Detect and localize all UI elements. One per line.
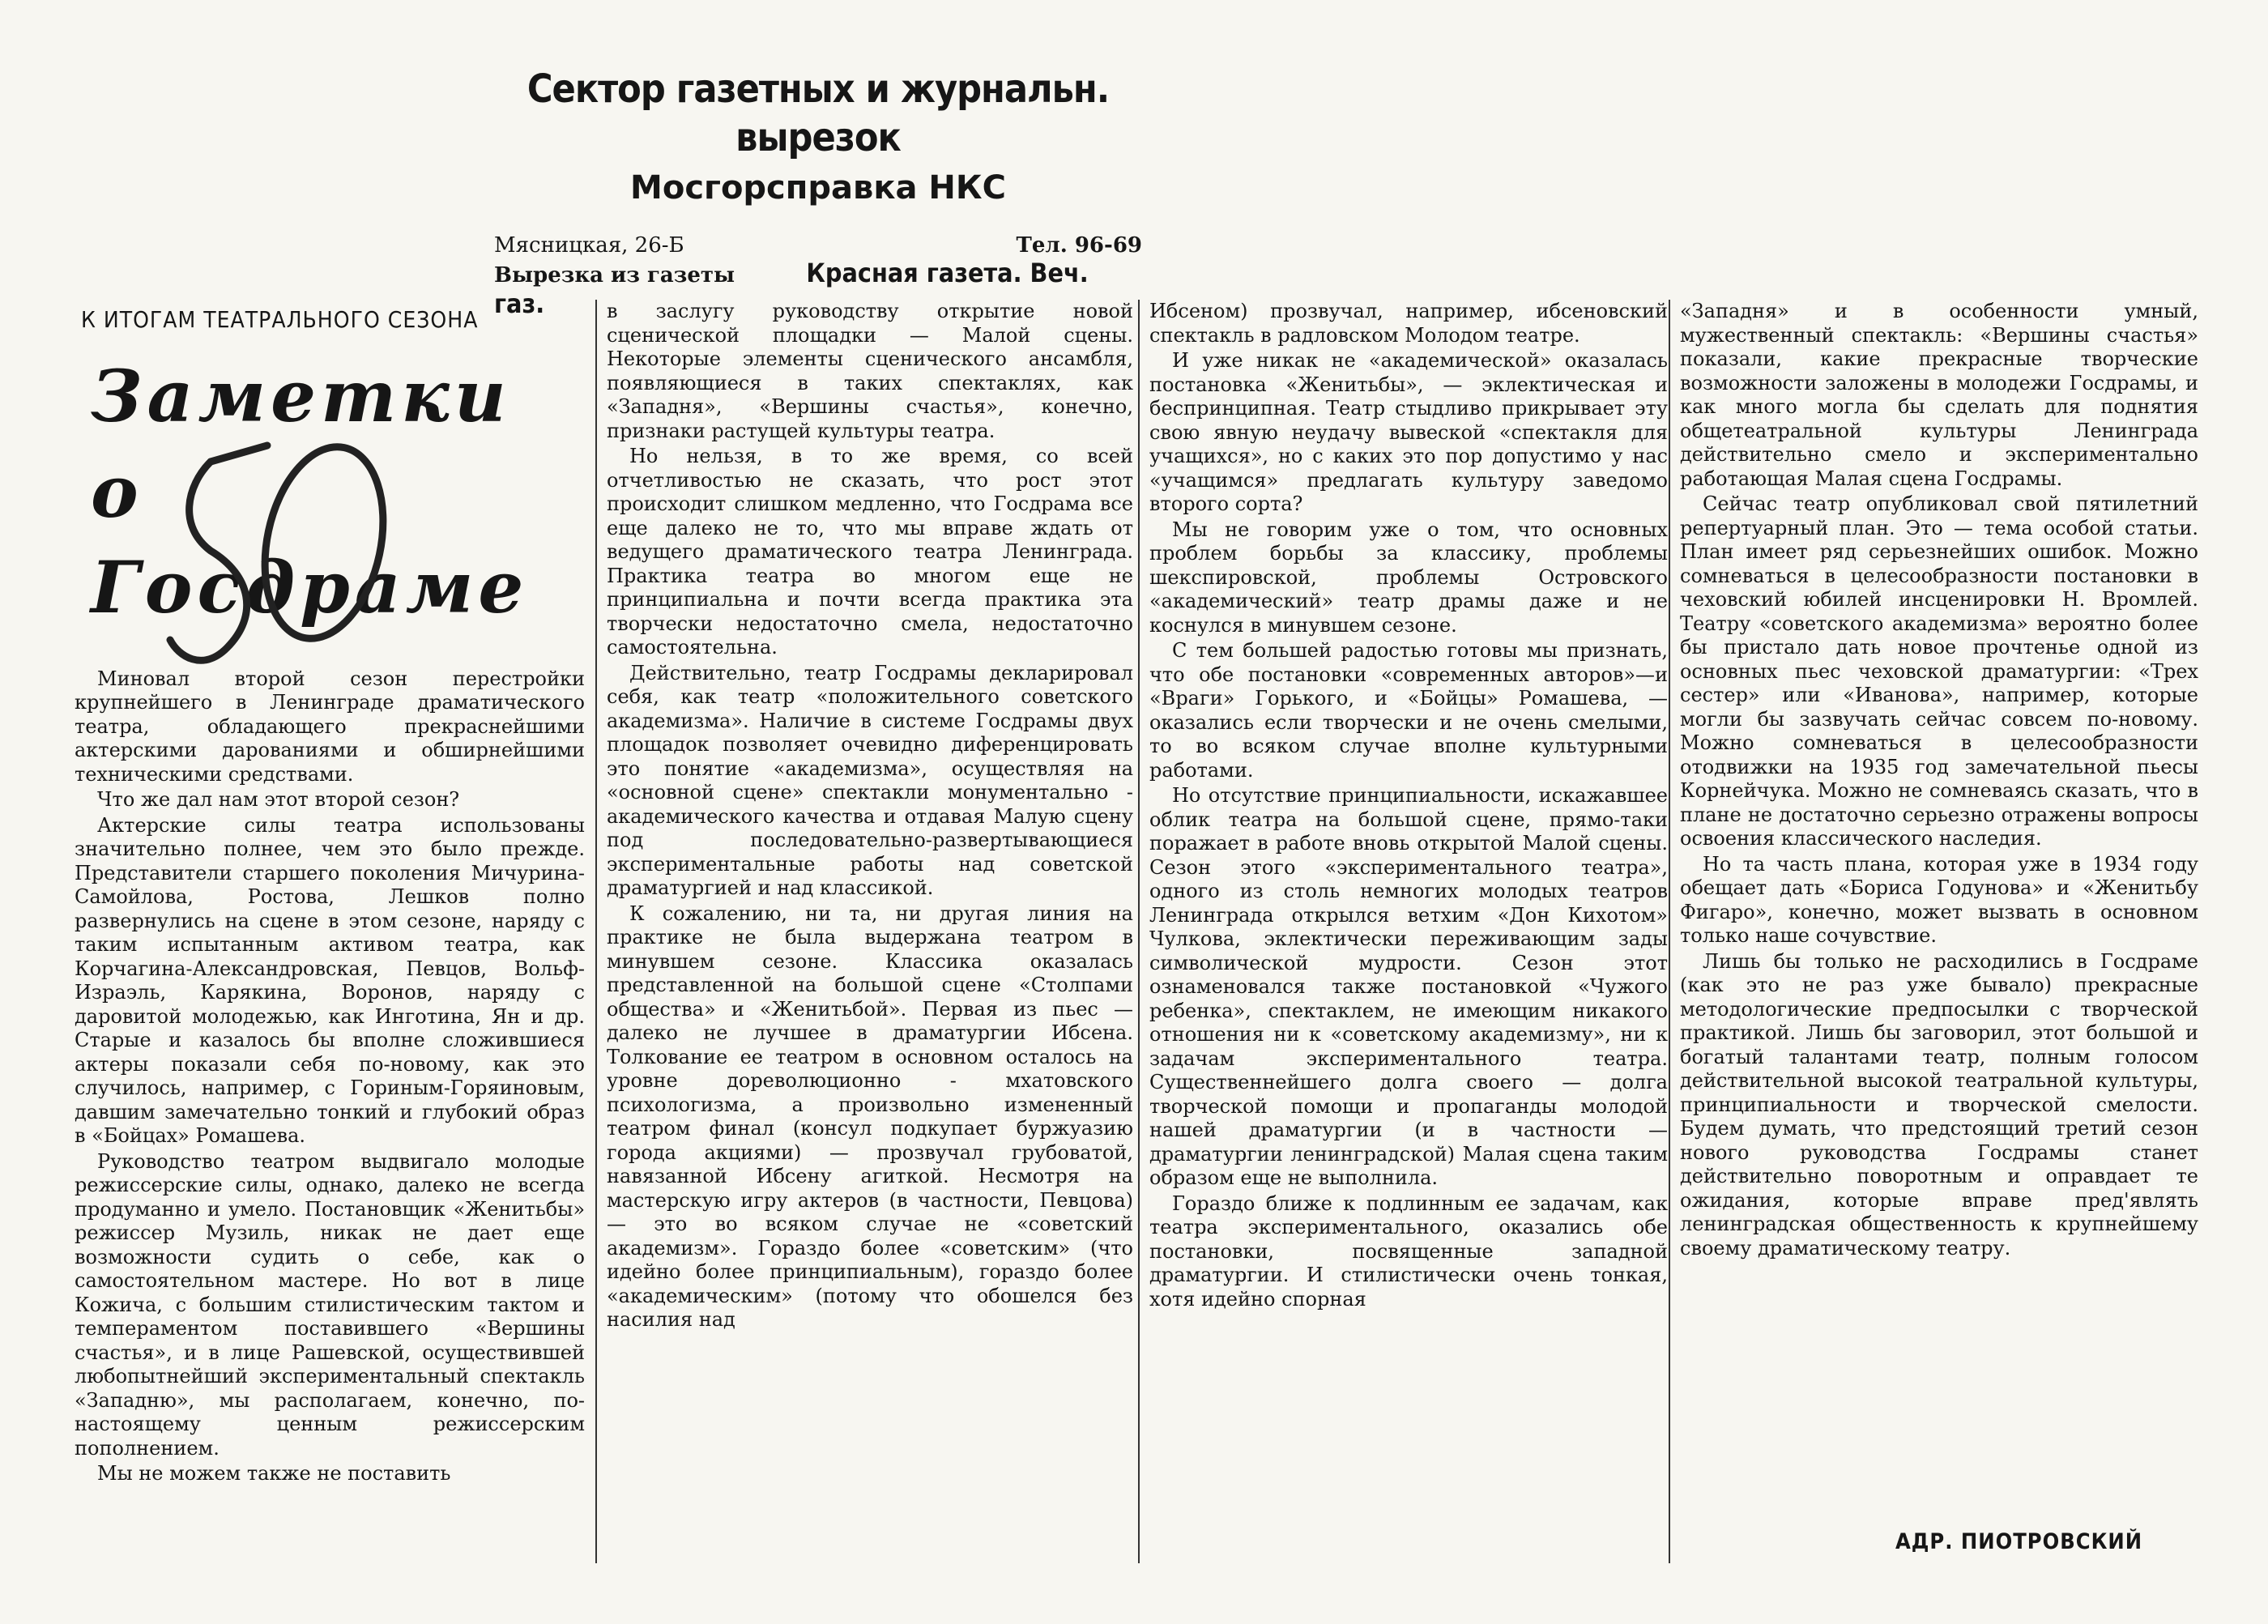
- stamp-title: Сектор газетных и журнальн. вырезок: [526, 66, 1110, 160]
- paragraph: Но отсутствие принципиальности, искажавшее облик театра на большой сцене, прямо-таки поражает в работе вновь открытой Малой сцены. Сезон этого «экспериментального театра», одного из столь немногих молодых театров Ленинграда открылся ветхим «Дон Кихотом» Чулкова, эклектически переживающим зады символической мудрости. Сезон этот ознаменовался также постановкой «Чужого ребенка», спектаклем, не имеющим никакого отношения ни к «советскому академизму», ни к задачам экспериментального театра. Существеннейшего долга своего — долга творческой помощи и пропаганды молодой нашей драматургии (и в частности — драматургии ленинградской) Малая сцена таким образом еще не выполнила.: [1149, 784, 1668, 1189]
- stamp-address: Мясницкая, 26-Б: [494, 233, 684, 258]
- stamp-contact-row: [486, 233, 1150, 258]
- clipping-stamp: [486, 65, 1150, 258]
- paragraph: «Западня» и в особенности умный, мужественный спектакль: «Вершины счастья» показали, какие прекрасные творческие возможности заложены в молодежи Госдрамы, и как много могла бы сделать для поднятия общетеатральной культуры Ленинграда действительно смело и экспериментально работающая Малая сцена Госдрамы.: [1680, 300, 2198, 490]
- stamp-phone: Тел. 96-69: [1016, 233, 1142, 258]
- paragraph: Мы не говорим уже о том, что основных проблем борьбы за классику, проблемы шекспировской, проблемы Островского «академический» театр драмы даже и не коснулся в минувшем сезоне.: [1149, 518, 1668, 637]
- paragraph: Мы не можем также не поставить: [97, 1462, 451, 1485]
- paragraph: К сожалению, ни та, ни другая линия на практике не была выдержана театром в минувшем сезоне. Классика оказалась представленной на большой сцене «Столпами общества» и «Женитьбой». Первая из пьес — далеко не лучшее в драматургии Ибсена. Толкование ее театром в основном осталось на уровне дореволюционно - мхатовского психологизма, а произвольно измененный театром финал (консул подкупает буржуазию города акциями) — прозвучал грубоватой, навязанной Ибсену агиткой. Несмотря на мастерскую игру актеров (в частности, Певцова) — это во всяком случае не «советский академизм». Гораздо более «советским» (что идейно более принципиальным), гораздо более «академическим» (потому что обошелся без насилия над: [607, 902, 1133, 1331]
- article-column-4: [1669, 300, 2198, 1563]
- stamp-subtitle: Мосгорсправка НКС: [630, 169, 1006, 207]
- article-column-3: [1138, 300, 1668, 1563]
- source-paper: Красная газета. Веч. газ.: [494, 258, 1089, 319]
- paragraph: Актерские силы театра использованы значительно полнее, чем это было прежде. Представители старшего поколения Мичурина-Самойлова, Ростова, Лешков полно развернулись на сцене в этом сезоне, наряду с таким испытанным активом театра, как Корчагина-Александровская, Певцов, Вольф-Израэль, Карякина, Воронов, наряду с даровитой молодежью, как Инготина, Ян и др. Старые и казалось бы вполне сложившиеся актеры показали себя по-новому, как это случилось, например, с Гориным-Горяиновым, давшим замечательно тонкий и глубокий образ в «Бойцах» Ромашева.: [75, 813, 585, 1147]
- paragraph: Миновал второй сезон перестройки крупнейшего в Ленинграде драматического театра, обладающего прекраснейшими актерскими дарованиями и обширнейшими техническими средствами.: [75, 667, 585, 786]
- paragraph: С тем большей радостью готовы мы признать, что обе постановки «современных авторов»—и «Враги» Горького, и «Бойцы» Ромашева, — оказались если творчески и не очень смелыми, то во всяком случае вполне культурными работами.: [1149, 639, 1668, 782]
- paragraph: Руководство театром выдвигало молодые режиссерские силы, однако, далеко не всегда продуманно и умело. Постановщик «Женитьбы» режиссер Музиль, никак не дает еще возможности судить о себе, как о самостоятельном мастере. Но вот в лице Кожича, с большим стилистическим тактом и темпераментом поставившего «Вершины счастья», и в лице Рашевской, осуществившей любопытнейший экспериментальный спектакль «Западню», мы располагаем, конечно, по-настоящему ценным режиссерским пополнением.: [75, 1149, 585, 1460]
- article-kicker: К ИТОГАМ ТЕАТРАЛЬНОГО СЕЗОНА: [81, 306, 479, 333]
- headline-line-2: о Госдраме: [91, 449, 529, 629]
- paragraph: Но та часть плана, которая уже в 1934 году обещает дать «Бориса Годунова» и «Женитьбу Фигаро», конечно, может вызвать в основном только наше сочувствие.: [1680, 852, 2198, 947]
- paragraph: в заслугу руководству открытие новой сценической площадки — Малой сцены. Некоторые элементы сценического ансамбля, появляющиеся в таких спектаклях, как «Западня», «Вершины счастья», конечно, признаки растущей культуры театра.: [607, 300, 1133, 442]
- article-byline: АДР. ПИОТРОВСКИЙ: [1895, 1529, 2143, 1554]
- paragraph: Ибсеном) прозвучал, например, ибсеновский спектакль в радловском Молодом театре.: [1149, 300, 1668, 347]
- handwritten-number-mark-icon: [162, 413, 405, 688]
- paragraph: Действительно, театр Госдрамы декларировал себя, как театр «положительного советского академизма». Наличие в системе Госдрамы двух площадок позволяет очевидно диференцировать это понятие «академизма», осуществляя на «основной сцене» спектакли монументально - академического качества и отдавая Малую сцену под последовательно-развертывающиеся экспериментальные работы над советской драматургией и над классикой.: [607, 661, 1133, 899]
- paragraph: Сейчас театр опубликовал свой пятилетний репертуарный план. Это — тема особой статьи. План имеет ряд серьезнейших ошибок. Можно сомневаться в целесообразности постановки в чеховский юбилей инсценировки Н. Вромлей. Театру «советского академизма» вероятно более бы пристало дать новое прочтенье одной из основных пьес чеховской драматургии: «Трех сестер» или «Иванова», например, которые могли бы зазвучать сейчас совсем по-новому. Можно сомневаться в целесообразности отодвижки на 1935 год замечательной пьесы Корнейчука. Можно не сомневаясь сказать, что в плане не достаточно серьезно отражены вопросы освоения классического наследия.: [1680, 492, 2198, 850]
- paragraph: Лишь бы только не расходились в Госдраме (как это не раз уже бывало) прекрасные методологические предпосылки с творческой практикой. Лишь бы заговорил, этот большой и богатый талантами театр, полным голосом действительной высокой театральной культуры, принципиальности и творческой смелости. Будем думать, что предстоящий третий сезон нового руководства Госдрамы станет действительно поворотным и оправдает те ожидания, которые вправе пред'являть ленинградская общественность к крупнейшему своему драматическому театру.: [1680, 949, 2198, 1260]
- paragraph: Но нельзя, в то же время, со всей отчетливостью не сказать, что рост этот происходит слишком медленно, что Госдрама все еще далеко не то, что мы вправе ждать от ведущего драматического театра Ленинграда. Практика театра во многом еще не принципиальна и почти всегда практика эта творчески недостаточно смела, недостаточно самостоятельна.: [607, 445, 1133, 659]
- source-label: Вырезка из газеты: [494, 263, 735, 288]
- article-column-2: [595, 300, 1133, 1563]
- headline-line-1: Заметки: [91, 353, 511, 438]
- paragraph: Гораздо ближе к подлинным ее задачам, как театра экспериментального, оказались обе постановки, посвященные западной драматургии. И стилистически очень тонкая, хотя идейно спорная: [1149, 1191, 1668, 1311]
- paragraph: Что же дал нам этот второй сезон?: [97, 788, 460, 811]
- paragraph: И уже никак не «академической» оказалась постановка «Женитьбы», — эклектическая и беспринципная. Театр стыдливо прикрывает эту свою явную неудачу вывеской «спектакля для учащихся», но с каких это пор допустимо у нас «учащимся» предлагать культуру заведомо второго сорта?: [1149, 349, 1668, 515]
